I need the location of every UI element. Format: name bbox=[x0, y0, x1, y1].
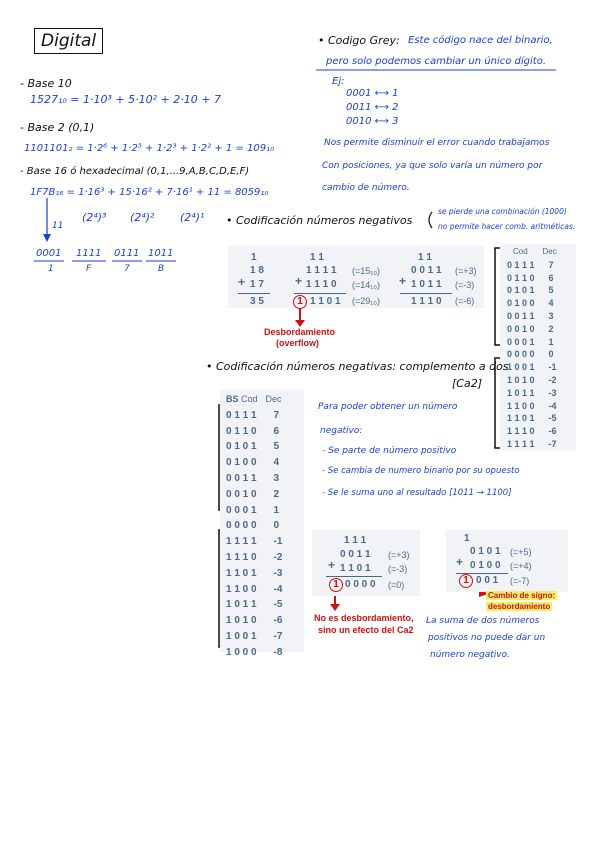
table1-dec-cell: -1 bbox=[548, 362, 557, 373]
sums2b-label2: (=+4) bbox=[510, 561, 532, 571]
table1-dec-cell: 6 bbox=[548, 272, 554, 283]
grey-desc-1: Este código nace del binario, bbox=[408, 35, 553, 46]
grey-note-3: cambio de número. bbox=[322, 183, 410, 193]
table1-row bbox=[503, 361, 561, 374]
nibble-1: 1111 bbox=[76, 248, 102, 259]
sums2a-label2: (=-3) bbox=[388, 564, 408, 574]
table2-cod-cell: 1 1 0 0 bbox=[226, 583, 257, 595]
table1-header-cod: Cod bbox=[513, 247, 528, 256]
ca2-step-2: - Se cambia de numero binario por su opuesto bbox=[322, 466, 520, 476]
table1 bbox=[503, 246, 561, 451]
nibble-2: 0111 bbox=[114, 248, 140, 259]
base16-expression: 1F7B₁₆ = 1·16³ + 15·16² + 7·16¹ + 11 = 8059₁₀ bbox=[30, 187, 269, 198]
base16-label: - Base 16 ó hexadecimal (0,1,...9,A,B,C,D,E,F) bbox=[20, 166, 250, 177]
sum-note-1: La suma de dos números bbox=[426, 616, 540, 626]
base2-expression: 1101101₂ = 1·2⁶ + 1·2⁵ + 1·2³ + 1·2² + 1 = 109₁₀ bbox=[24, 143, 275, 154]
sum-note-2: positivos no puede dar un bbox=[428, 633, 546, 643]
table2-cod-cell: 0 1 0 0 bbox=[226, 457, 257, 469]
hex-digit-0: 1 bbox=[48, 264, 54, 274]
table2-cod-cell: 1 0 0 0 bbox=[226, 646, 257, 658]
table1-cod-cell: 0 0 0 0 bbox=[507, 349, 535, 360]
sums2a-label3: (=0) bbox=[388, 580, 405, 590]
table2-header-dec: Dec bbox=[265, 394, 282, 404]
sums2b-note-1: Cambio de signo: bbox=[488, 591, 556, 600]
base10-label: - Base 10 bbox=[20, 77, 72, 90]
ca2-arrow-head-a bbox=[330, 604, 340, 611]
ca2-step-3: - Se le suma uno al resultado [1011 → 1100] bbox=[322, 488, 512, 498]
sums1-b-carry: 1 1 bbox=[310, 252, 324, 263]
sums1-a-row1: 1 8 bbox=[250, 265, 264, 276]
sums1-b-label3: (=29₁₀) bbox=[352, 296, 381, 306]
sums2b-overflow-bit: 1 bbox=[459, 574, 473, 588]
sums2a-label1: (=+3) bbox=[388, 550, 410, 560]
sums1-c-plus: + bbox=[399, 274, 407, 288]
table1-header-dec: Dec bbox=[542, 247, 557, 256]
table2-cod-cell: 1 0 1 1 bbox=[226, 599, 257, 611]
grey-example-2: 0011 ⟷ 2 bbox=[346, 102, 399, 113]
power-1: (2⁴)² bbox=[130, 211, 155, 224]
sums2a-carry: 1 1 1 bbox=[344, 535, 367, 546]
sums1-b-result: 1 1 0 1 bbox=[310, 296, 341, 307]
sums2b-label1: (=+5) bbox=[510, 547, 532, 557]
table1-row bbox=[503, 374, 561, 387]
grey-desc-2: pero solo podemos cambiar un único dígito. bbox=[326, 56, 547, 67]
grey-example-3: 0010 ⟷ 3 bbox=[346, 116, 399, 127]
table2-dec-cell: -6 bbox=[273, 615, 283, 627]
neg-heading: • Codificación números negativos bbox=[226, 214, 413, 227]
table1-row bbox=[503, 272, 561, 285]
base2-label: - Base 2 (0,1) bbox=[20, 121, 95, 134]
sums2a-overflow-bit: 1 bbox=[329, 578, 343, 592]
table1-dec-cell: -2 bbox=[548, 374, 557, 385]
sums2b-note-2: desbordamiento bbox=[488, 602, 551, 611]
table1-row bbox=[503, 438, 561, 451]
table2-header-cod bbox=[222, 392, 262, 408]
table2-row bbox=[222, 518, 286, 534]
table2-row bbox=[222, 487, 286, 503]
sums1-b-label2: (=14₁₀) bbox=[352, 280, 381, 290]
table1-dec-cell: -7 bbox=[548, 438, 557, 449]
sums1-b-label1: (=15₁₀) bbox=[352, 266, 381, 276]
table1-cod-cell: 1 1 0 1 bbox=[507, 413, 535, 424]
table1-dec-cell: 1 bbox=[548, 336, 554, 347]
sums2a-row1: 0 0 1 1 bbox=[340, 549, 371, 560]
hex-digit-3: B bbox=[158, 264, 165, 274]
table1-row bbox=[503, 336, 561, 349]
table2-dec-cell: 0 bbox=[273, 520, 280, 532]
sums1-a-carry: 1 bbox=[251, 252, 257, 263]
sums1-a-line bbox=[238, 293, 270, 294]
table1-cod-cell: 1 0 0 1 bbox=[507, 362, 535, 373]
table2-cod-cell: 1 1 1 0 bbox=[226, 551, 257, 563]
table2-dec-cell: 2 bbox=[273, 488, 280, 500]
table1-row bbox=[503, 297, 561, 310]
neg-brace bbox=[429, 212, 432, 228]
table2-dec-cell: 6 bbox=[273, 425, 280, 437]
sums1-c-label3: (=-6) bbox=[455, 296, 475, 306]
table2 bbox=[222, 392, 286, 661]
neg-note-2: no permite hacer comb. aritméticas. bbox=[438, 222, 576, 231]
ca2-desc-2: negativo: bbox=[320, 426, 363, 436]
table2-cod-cell: 0 0 0 0 bbox=[226, 520, 257, 532]
table1-dec-cell: -3 bbox=[548, 387, 557, 398]
ca2-step-1: - Se parte de número positivo bbox=[322, 446, 457, 456]
overflow-arrow-head bbox=[295, 320, 305, 327]
table2-dec-cell: -1 bbox=[273, 536, 283, 548]
sums2b-label3: (=-7) bbox=[510, 576, 530, 586]
table2-dec-cell: -8 bbox=[273, 646, 283, 658]
sums2a-row2: 1 1 0 1 bbox=[340, 563, 371, 574]
table1-cod-cell: 0 0 1 1 bbox=[507, 310, 535, 321]
ca2-tag: [Ca2] bbox=[452, 377, 483, 390]
table2-row bbox=[222, 534, 286, 550]
table2-dec-cell: 3 bbox=[273, 472, 280, 484]
table1-cod-cell: 1 0 1 0 bbox=[507, 374, 535, 385]
table2-cod-cell: 0 1 1 1 bbox=[226, 409, 257, 421]
table1-dec-cell: 2 bbox=[548, 323, 554, 334]
sums1-b-overflow-circle bbox=[293, 295, 307, 309]
table1-dec-cell: -4 bbox=[548, 400, 557, 411]
table2-header-bs: BS bbox=[226, 394, 239, 404]
sums1-b-overflow-bit: 1 bbox=[293, 295, 307, 309]
table2-dec-cell: -2 bbox=[273, 551, 283, 563]
table1-row bbox=[503, 348, 561, 361]
table2-cod-cell: 1 1 1 1 bbox=[226, 536, 257, 548]
table2-dec-cell: -5 bbox=[273, 599, 283, 611]
table2-dec-cell: 1 bbox=[273, 504, 280, 516]
table1-cod-cell: 0 1 1 0 bbox=[507, 272, 535, 283]
sums1-c-row2: 1 0 1 1 bbox=[411, 279, 442, 290]
sums1-c-row1: 0 0 1 1 bbox=[411, 265, 442, 276]
table1-row bbox=[503, 400, 561, 413]
table1-cod-cell: 1 1 1 0 bbox=[507, 426, 535, 437]
table1-cod-cell: 1 1 0 0 bbox=[507, 400, 535, 411]
sums1-b-row1: 1 1 1 1 bbox=[306, 265, 337, 276]
table1-dec-cell: 3 bbox=[548, 310, 554, 321]
overflow-label-1: Desbordamiento bbox=[264, 327, 336, 337]
sums1-a-result: 3 5 bbox=[250, 296, 264, 307]
table2-row bbox=[222, 408, 286, 424]
sums2b-row1: 0 1 0 1 bbox=[470, 546, 501, 557]
grey-ej: Ej: bbox=[332, 76, 345, 87]
sums1-c-line bbox=[400, 293, 452, 294]
table2-row bbox=[222, 613, 286, 629]
table2-dec-cell: 5 bbox=[273, 441, 280, 453]
sums2b-row2: 0 1 0 0 bbox=[470, 560, 501, 571]
table2-row bbox=[222, 597, 286, 613]
sums1-c-label2: (=-3) bbox=[455, 280, 475, 290]
sums1-c-result: 1 1 1 0 bbox=[411, 296, 442, 307]
table1-row bbox=[503, 387, 561, 400]
sums2b-overflow-circle bbox=[459, 574, 473, 588]
hex-arrow-head bbox=[43, 234, 51, 242]
sum-note-3: número negativo. bbox=[430, 650, 510, 660]
table1-cod-cell: 1 1 1 1 bbox=[507, 438, 535, 449]
table1-dec-cell: -6 bbox=[548, 426, 557, 437]
sums2b-carry: 1 bbox=[464, 533, 470, 544]
table2-header-cod-label: Cod bbox=[241, 394, 258, 404]
sums2a-note-1: No es desbordamiento, bbox=[314, 613, 414, 623]
hex-digit-2: 7 bbox=[124, 264, 130, 274]
table1-body bbox=[503, 259, 561, 451]
sums1-c-label1: (=+3) bbox=[455, 266, 477, 276]
table1-cod-cell: 0 1 0 0 bbox=[507, 298, 535, 309]
table1-dec-cell: -5 bbox=[548, 413, 557, 424]
sums2b-plus: + bbox=[456, 555, 464, 569]
table2-cod-cell: 1 1 0 1 bbox=[226, 567, 257, 579]
table2-cod-cell: 1 0 0 1 bbox=[226, 630, 257, 642]
sums1-b-plus: + bbox=[295, 274, 303, 288]
sums2a-note-2: sino un efecto del Ca2 bbox=[318, 625, 414, 635]
ca2-heading: • Codificación números negativas: complemento a dos bbox=[206, 360, 509, 373]
table1-row bbox=[503, 323, 561, 336]
table2-row bbox=[222, 629, 286, 645]
table1-dec-cell: 4 bbox=[548, 298, 554, 309]
table1-row bbox=[503, 284, 561, 297]
grey-heading: • Codigo Grey: bbox=[318, 34, 400, 47]
table2-dec-cell: 7 bbox=[273, 409, 280, 421]
sums1-b-row2: 1 1 1 0 bbox=[306, 279, 337, 290]
table2-cod-cell: 0 0 0 1 bbox=[226, 504, 257, 516]
table1-dec-cell: 0 bbox=[548, 349, 554, 360]
eleven-label: 11 bbox=[52, 221, 64, 231]
table2-row bbox=[222, 550, 286, 566]
table2-cod-cell: 1 0 1 0 bbox=[226, 615, 257, 627]
table2-cod-cell: 0 1 0 1 bbox=[226, 441, 257, 453]
table2-cod-cell: 0 1 1 0 bbox=[226, 425, 257, 437]
title-text: Digital bbox=[41, 31, 97, 51]
table2-cod-cell: 0 0 1 1 bbox=[226, 472, 257, 484]
table1-row bbox=[503, 259, 561, 272]
sums2a-overflow-circle bbox=[329, 578, 343, 592]
table2-row bbox=[222, 439, 286, 455]
nibble-0: 0001 bbox=[36, 248, 62, 259]
table2-dec-cell: -7 bbox=[273, 630, 283, 642]
base10-expression: 1527₁₀ = 1·10³ + 5·10² + 2·10 + 7 bbox=[30, 93, 221, 106]
table2-row bbox=[222, 582, 286, 598]
table1-header-row bbox=[503, 246, 561, 259]
table2-dec-cell: -4 bbox=[273, 583, 283, 595]
grey-note-1: Nos permite disminuir el error cuando trabajamos bbox=[324, 138, 550, 148]
neg-note-1: se pierde una combinación (1000) bbox=[438, 207, 567, 216]
overflow-label-2: (overflow) bbox=[276, 338, 320, 348]
sums1-a-plus: + bbox=[238, 275, 246, 289]
sums2a-result: 0 0 0 0 bbox=[345, 579, 376, 590]
table1-dec-cell: 7 bbox=[548, 259, 554, 270]
table2-row bbox=[222, 645, 286, 661]
table1-cod-cell: 0 0 0 1 bbox=[507, 336, 535, 347]
table2-dec-cell: 4 bbox=[273, 457, 280, 469]
hex-digit-1: F bbox=[86, 264, 92, 274]
table2-dec-cell: -3 bbox=[273, 567, 283, 579]
table1-cod-cell: 0 0 1 0 bbox=[507, 323, 535, 334]
table2-header-row bbox=[222, 392, 286, 408]
table1-cod-cell: 1 0 1 1 bbox=[507, 387, 535, 398]
table2-cod-cell: 0 0 1 0 bbox=[226, 488, 257, 500]
table2-row bbox=[222, 566, 286, 582]
sums1-a-row2: 1 7 bbox=[250, 279, 264, 290]
nibble-3: 1011 bbox=[148, 248, 174, 259]
table1-cod-cell: 0 1 1 1 bbox=[507, 259, 535, 270]
table2-row bbox=[222, 455, 286, 471]
ca2-desc-1: Para poder obtener un número bbox=[318, 402, 458, 412]
table2-row bbox=[222, 503, 286, 519]
table1-row bbox=[503, 310, 561, 323]
sums1-c-carry: 1 1 bbox=[418, 252, 432, 263]
grey-note-2: Con posiciones, ya que solo varía un número por bbox=[322, 161, 543, 171]
table1-row bbox=[503, 412, 561, 425]
table2-row bbox=[222, 424, 286, 440]
power-2: (2⁴)³ bbox=[82, 211, 107, 224]
table1-cod-cell: 0 1 0 1 bbox=[507, 285, 535, 296]
sums2b-result: 0 0 1 bbox=[476, 575, 499, 586]
table1-row bbox=[503, 425, 561, 438]
table2-row bbox=[222, 471, 286, 487]
table2-body bbox=[222, 408, 286, 661]
table1-dec-cell: 5 bbox=[548, 285, 554, 296]
power-0: (2⁴)¹ bbox=[180, 211, 205, 224]
grey-example-1: 0001 ⟷ 1 bbox=[346, 88, 399, 99]
sums2a-plus: + bbox=[328, 558, 336, 572]
